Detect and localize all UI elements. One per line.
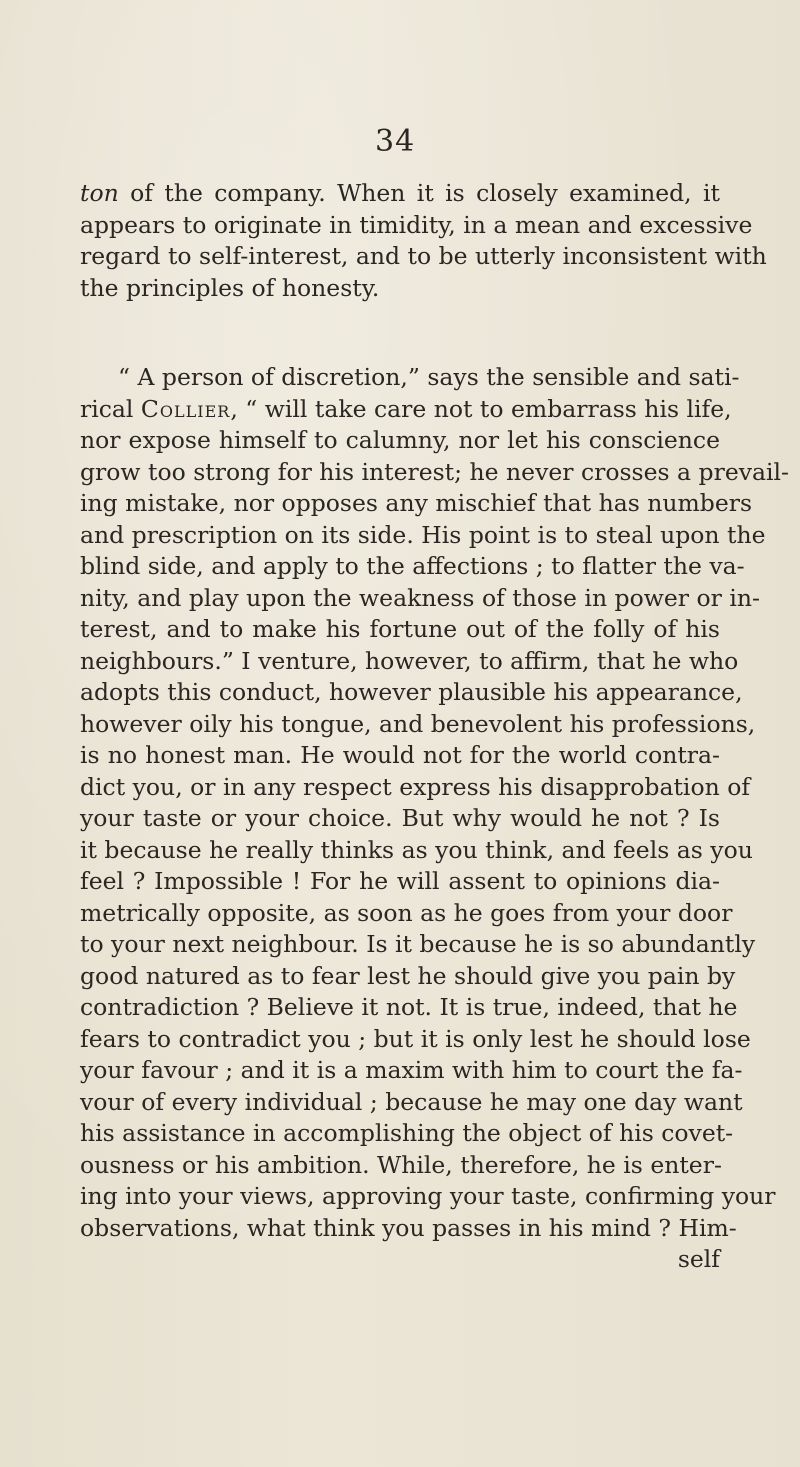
text-run: , “ will take care not to embarrass his life, [230,394,732,423]
text-run: terest, and to make his fortune out of the folly of his [80,615,720,643]
page-number: 34 [375,124,416,159]
text-line [80,835,753,867]
text-run: ing into your views, approving your taste, confirming your [80,1182,776,1210]
text-line [80,551,745,583]
text-run: regard to self-interest, and to be utterly inconsistent with [80,242,767,270]
text-line [80,425,720,457]
text-run: vour of every individual ; because he may one day want [80,1087,743,1116]
text-run: contradiction ? Believe it not. It is true, indeed, that he [80,993,738,1021]
text-line [80,803,720,835]
text-line [80,772,751,804]
text-line [80,709,756,741]
text-run: blind side, and apply to the affections ; to flatter the va- [80,552,745,580]
text-line [80,992,738,1024]
text-run: is no honest man. He would not for the world contra- [80,741,720,769]
text-run: good natured as to fear lest he should give you pain by [80,961,736,990]
text-line [80,1150,720,1182]
text-line [80,740,720,772]
text-line [80,1055,743,1087]
text-line [80,646,739,678]
text-line [80,488,753,520]
text-run: ing mistake, nor opposes any mischief that has numbers [80,489,753,517]
text-line [80,1118,734,1150]
text-run: ousness or his ambition. While, therefore, he is enter- [80,1150,722,1179]
text-run: nity, and play upon the weakness of those in power or in- [80,583,760,612]
text-line [80,677,743,709]
italic-word: ton [80,179,119,207]
text-run: adopts this conduct, however plausible his appearance, [80,678,743,706]
text-line [80,394,732,426]
text-line [80,1087,743,1119]
text-line [80,866,720,898]
text-line [80,614,720,646]
text-run: and prescription on its side. His point is to steal upon the [80,520,766,549]
text-run: observations, what think you passes in his mind ? Him- [80,1213,737,1242]
text-run: of the company. When it is closely examined, it [118,179,720,207]
text-run: fears to contradict you ; but it is only lest he should lose [80,1024,751,1053]
body-text [80,178,789,1276]
text-run: feel ? Impossible ! For he will assent to opinions dia- [80,867,720,895]
text-line [80,929,756,961]
text-run: nor expose himself to calumny, nor let his conscience [80,426,720,454]
text-line [80,583,760,615]
text-run: metrically opposite, as soon as he goes from your door [80,898,733,927]
text-line [80,1024,751,1056]
text-line [80,1181,776,1213]
text-line [80,273,720,305]
catchword: self [677,1245,720,1273]
text-run: your taste or your choice. But why would he not ? Is [80,804,720,832]
author-name: Collier [140,394,231,423]
text-run: “ A person of discretion,” says the sensible and sati- [118,363,740,391]
text-run: the principles of honesty. [80,273,380,302]
text-line [80,961,736,993]
text-run: grow too strong for his interest; he never crosses a prevail- [80,457,789,486]
text-run: appears to originate in timidity, in a mean and excessive [80,210,753,239]
text-run: your favour ; and it is a maxim with him to court the fa- [80,1056,743,1084]
text-run: however oily his tongue, and benevolent his professions, [80,709,756,738]
text-line [80,898,733,930]
text-line [80,520,766,552]
text-run: neighbours.” I venture, however, to affirm, that he who [80,646,739,675]
text-line [80,1213,737,1245]
paragraph-gap [80,304,720,362]
text-run: his assistance in accomplishing the object of his covet- [80,1119,734,1147]
paragraph [80,178,767,304]
text-run: dict you, or in any respect express his disapprobation of [80,772,751,801]
text-line [80,457,789,489]
text-line [80,241,767,273]
text-run: it because he really thinks as you think, and feels as you [80,835,753,864]
text-run: to your next neighbour. Is it because he is so abundantly [80,930,756,958]
text-line [80,178,720,210]
text-run: rical [80,394,141,423]
paragraph [80,362,789,1244]
text-line [80,210,753,242]
text-line [80,362,740,394]
